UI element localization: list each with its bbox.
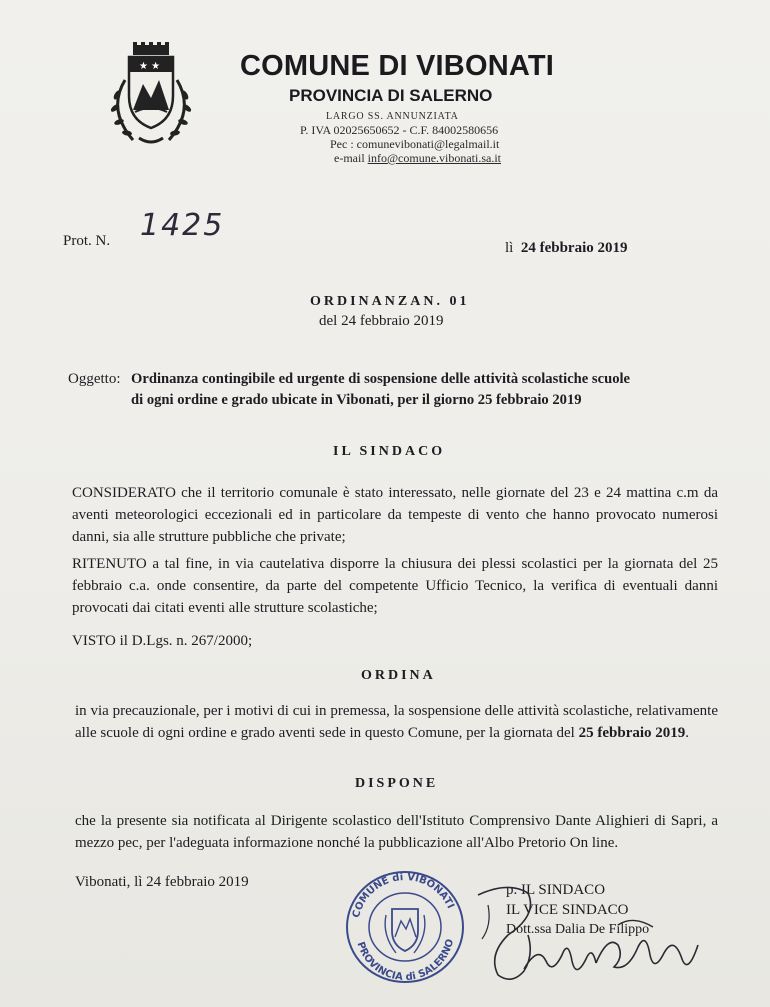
place-date: Vibonati, lì 24 febbraio 2019 xyxy=(75,874,249,890)
svg-text:★ ★: ★ ★ xyxy=(139,61,161,72)
paragraph-dispone: che la presente sia notificata al Dirigente scolastico dell'Istituto Comprensivo Dante Alighieri di Sapri, a mezzo pec, per l'adeguata informazione nonché la pubblicazione all'Albo Pretorio On line. xyxy=(75,813,718,851)
document-date xyxy=(505,237,628,259)
ordina-text: in via precauzionale, per i motivi di cui in premessa, la sospensione delle attività scolastiche, relativamente alle scuole di ogni ordine e grado aventi sede in questo Comune, per la giornata del xyxy=(75,703,718,741)
stamp-top-text: COMUNE di VIBONATI xyxy=(350,871,456,919)
email-address[interactable]: info@comune.vibonati.sa.it xyxy=(367,151,502,165)
subject-line-1: Ordinanza contingibile ed urgente di sospensione delle attività scolastiche scuole xyxy=(131,371,631,387)
ordina-end: . xyxy=(685,725,690,741)
paragraph-ordina xyxy=(75,700,718,744)
signatory-line-3: Dott.ssa Dalia De Filippo xyxy=(506,922,650,937)
signatory-line-2: IL VICE SINDACO xyxy=(506,902,629,918)
handwritten-signature xyxy=(468,875,708,995)
coat-of-arms-logo xyxy=(103,40,199,150)
ordina-date: 25 febbraio 2019 xyxy=(578,725,686,741)
ordinance-title: ORDINANZAN. 01 xyxy=(310,294,470,309)
section-ordina: ORDINA xyxy=(361,668,436,683)
section-il-sindaco: IL SINDACO xyxy=(333,444,446,459)
pec-line: Pec : comunevibonati@legalmail.it xyxy=(330,137,500,151)
protocol-label: Prot. N. xyxy=(63,233,111,249)
subject-label: Oggetto: xyxy=(68,371,121,387)
address-line: LARGO SS. ANNUNZIATA xyxy=(326,111,459,122)
subject-line-2: di ogni ordine e grado ubicate in Vibonati, per il giorno 25 febbraio 2019 xyxy=(131,392,582,408)
ordinance-date: del 24 febbraio 2019 xyxy=(319,313,444,329)
paragraph-considerato: CONSIDERATO che il territorio comunale è stato interessato, nelle giornate del 23 e 24 mattina c.m da aventi meteorologici eccezionali ed in particolare da tempeste di vento che hanno provocato numerosi danni, sia alle strutture pubbliche che private; xyxy=(72,485,718,545)
stamp-bottom-text: PROVINCIA di SALERNO xyxy=(354,937,457,984)
date-prefix: lì xyxy=(505,240,514,256)
province-name: PROVINCIA DI SALERNO xyxy=(289,86,493,105)
email-line xyxy=(334,151,501,166)
email-label: e-mail xyxy=(334,151,365,165)
fiscal-line: P. IVA 02025650652 - C.F. 84002580656 xyxy=(300,123,499,137)
paragraph-ritenuto: RITENUTO a tal fine, in via cautelativa disporre la chiusura dei plessi scolastici per la giornata del 25 febbraio c.a. onde consentire, da parte del competente Ufficio Tecnico, la verifica di eventuali danni provocati dai citati eventi alle strutture scolastiche; xyxy=(72,556,718,616)
paragraph-visto: VISTO il D.Lgs. n. 267/2000; xyxy=(72,633,253,649)
section-dispone: DISPONE xyxy=(355,776,439,791)
municipality-title: COMUNE DI VIBONATI xyxy=(240,50,555,82)
svg-text:COMUNE di VIBONATI xyxy=(351,872,456,919)
protocol-number: 1425 xyxy=(140,208,225,243)
signatory-line-1: p. IL SINDACO xyxy=(506,882,606,898)
municipal-stamp xyxy=(340,865,470,987)
date-value: 24 febbraio 2019 xyxy=(520,240,628,256)
